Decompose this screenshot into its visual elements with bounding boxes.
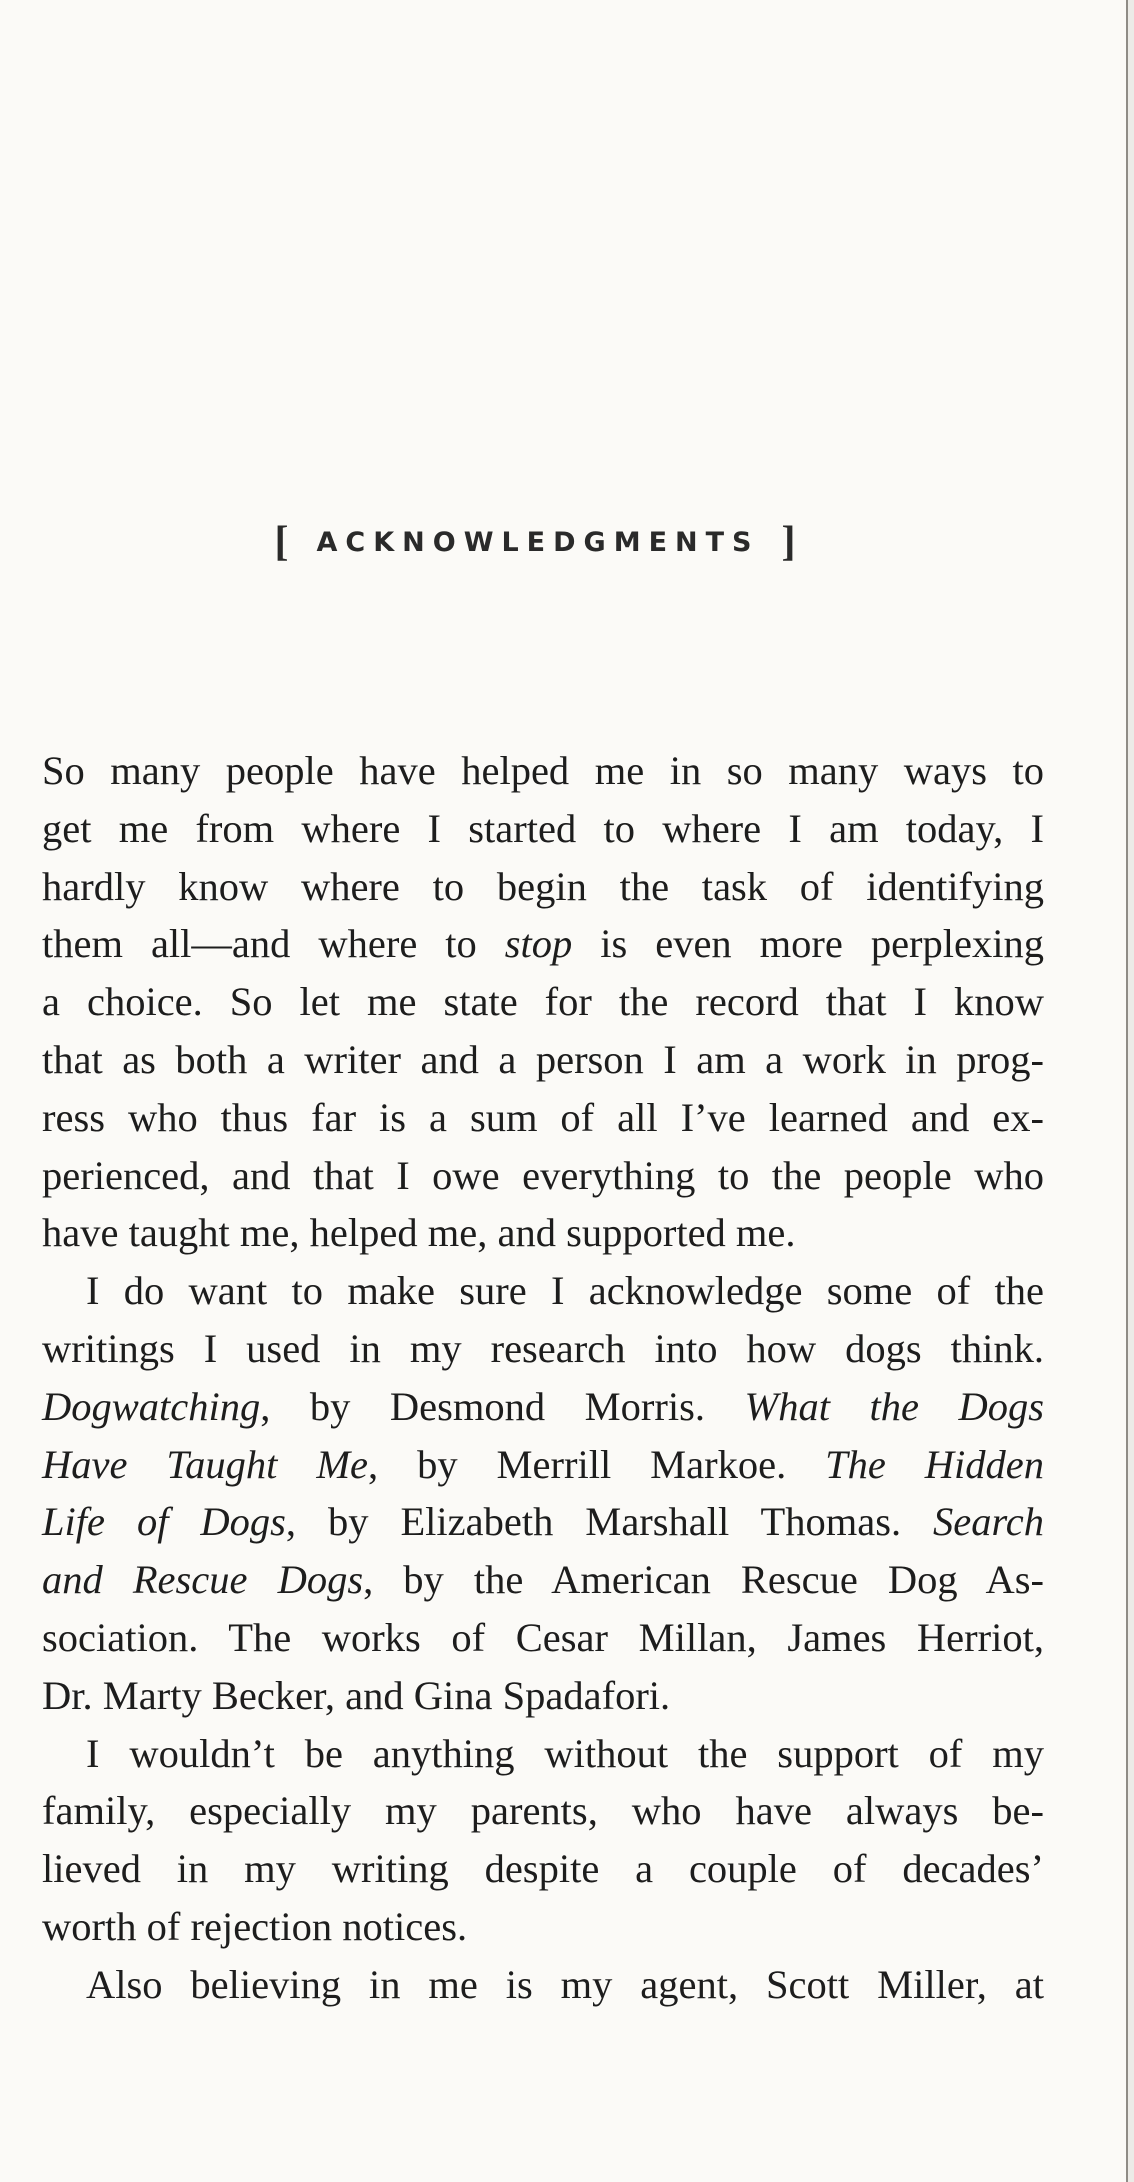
text-line: a choice. So let me state for the record that I know [42, 979, 1044, 1025]
text-line [42, 1378, 1044, 1436]
heading-title: ACKNOWLEDGMENTS [316, 527, 760, 558]
text-line: Also believing in me is my agent, Scott Miller, at [86, 1961, 1044, 2007]
text-fragment: is even more perplexing [572, 921, 1045, 967]
italic-word: stop [504, 921, 573, 967]
text-line: that as both a writer and a person I am a work in prog- [42, 1036, 1044, 1082]
text-line [42, 1436, 1044, 1494]
book-title: and Rescue Dogs [42, 1557, 364, 1603]
book-title: Search [933, 1499, 1045, 1545]
book-author: , by Desmond Morris. [260, 1383, 745, 1429]
text-line: ress who thus far is a sum of all I’ve learned and ex- [42, 1094, 1044, 1140]
heading-open-bracket: [ [274, 519, 289, 565]
book-title: Have Taught Me [42, 1441, 369, 1487]
book-author: , by Merrill Markoe. [368, 1441, 826, 1487]
book-title: What the Dogs [744, 1383, 1044, 1429]
text-line: I wouldn’t be anything without the support of my [86, 1730, 1044, 1776]
heading-close-bracket: ] [781, 519, 796, 565]
acknowledgments-body [42, 742, 1044, 2014]
text-line: I do want to make sure I acknowledge some of the [86, 1268, 1044, 1314]
text-line [42, 1493, 1044, 1551]
chapter-heading [0, 518, 1070, 566]
text-line: sociation. The works of Cesar Millan, James Herriot, [42, 1614, 1044, 1660]
text-fragment: them all—and where to [42, 921, 505, 967]
book-author: , by Elizabeth Marshall Thomas. [285, 1499, 934, 1545]
text-line: worth of rejection notices. [42, 1903, 468, 1949]
text-line: lieved in my writing despite a couple of decades’ [42, 1846, 1044, 1892]
text-line: hardly know where to begin the task of identifying [42, 863, 1044, 909]
book-author: , by the American Rescue Dog As- [363, 1557, 1044, 1603]
text-line: So many people have helped me in so many ways to [42, 748, 1044, 793]
book-title: Dogwatching [42, 1383, 261, 1429]
text-line [42, 915, 1044, 973]
text-line: have taught me, helped me, and supported me. [42, 1210, 796, 1256]
text-line: Dr. Marty Becker, and Gina Spadafori. [42, 1672, 671, 1718]
book-title: Life of Dogs [42, 1499, 286, 1545]
text-line: writings I used in my research into how dogs think. [42, 1325, 1044, 1371]
text-line: perienced, and that I owe everything to the people who [42, 1152, 1044, 1198]
book-title: The Hidden [825, 1441, 1044, 1487]
text-line [42, 1551, 1044, 1609]
text-line: family, especially my parents, who have always be- [42, 1788, 1044, 1834]
text-line: get me from where I started to where I am today, I [42, 805, 1044, 851]
